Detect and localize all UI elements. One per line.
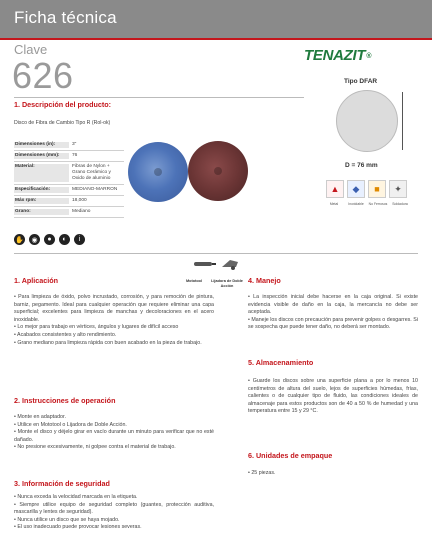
list-item: • Lo mejor para trabajo en vértices, ángulos y lugares de difícil acceso	[14, 324, 179, 331]
list-item: • Acabados consistentes y alto rendimiento.	[14, 331, 117, 338]
spec-row	[14, 207, 124, 218]
goggles-icon: ◉	[29, 234, 40, 245]
spec-value: Fibras de Nylon + Grano Cerámico y Oxido de aluminio	[72, 164, 111, 181]
section-manejo-title: 4. Manejo	[248, 276, 281, 285]
material-label: No Ferrosos	[368, 202, 388, 206]
almacenamiento-text	[248, 378, 418, 416]
section-seguridad-title: 3. Información de seguridad	[14, 479, 110, 488]
dimension-text: D = 76 mm	[345, 162, 378, 169]
mask-icon: ●	[44, 234, 55, 245]
spec-row	[14, 162, 124, 185]
instrucciones-text	[14, 414, 214, 452]
section-instrucciones-title: 2. Instrucciones de operación	[14, 396, 116, 405]
section-aplicacion-title: 1. Aplicación	[14, 276, 59, 285]
seguridad-text	[14, 494, 214, 532]
spec-value: 3"	[72, 142, 77, 147]
material-label: Soldadura	[392, 202, 408, 206]
welding-icon: ✦	[389, 180, 407, 198]
header-bar	[0, 0, 432, 38]
material-icons	[326, 180, 407, 198]
list-item: • Grano mediano para limpieza rápida con buen acabado en la pieza de trabajo.	[14, 339, 202, 346]
tool-label-mototool: Mototool	[186, 279, 203, 283]
material-label: Inoxidable	[348, 202, 364, 206]
list-item: • Nunca utilice un disco que se haya mojado.	[14, 516, 120, 523]
section-descripcion-title: 1. Descripción del producto:	[14, 100, 112, 109]
product-image-brown-disc	[188, 141, 248, 201]
stainless-icon: ◆	[347, 180, 365, 198]
spec-value: MEDIANO-MARRON	[72, 187, 118, 192]
spec-key: Grano:	[14, 209, 69, 215]
spec-value: 18,000	[72, 198, 87, 203]
list-item: • La inspección inicial debe hacerse en la caja original. Si existe evidencia visible de daño en la caja, la mercancía no debe ser aceptada.	[248, 294, 418, 316]
spec-table	[14, 140, 124, 218]
spec-key: Material:	[14, 164, 69, 182]
list-item: • Monte en adaptador.	[14, 414, 66, 420]
dimension-line	[402, 92, 403, 150]
disc-center	[214, 167, 222, 175]
spec-row	[14, 151, 124, 162]
aplicacion-text	[14, 294, 214, 347]
list-item: • Monte el disco y déjelo girar en vacío durante un minuto para verificar que no esté dañado.	[14, 429, 214, 443]
type-diagram-disc	[336, 90, 398, 152]
page-title: Ficha técnica	[14, 8, 117, 27]
list-item: • Utilice en Mototool o Lijadora de Doble Acción.	[14, 421, 127, 428]
spec-key: Dimensiones (in):	[14, 142, 69, 148]
manejo-text	[248, 294, 418, 332]
non-ferrous-icon: ■	[368, 180, 386, 198]
spec-key: Especificación:	[14, 187, 69, 193]
product-description: Disco de Fibra de Cambio Tipo R (Rol-ok)	[14, 120, 111, 126]
spec-row	[14, 140, 124, 151]
spec-key: Dimensiones (mm):	[14, 153, 69, 159]
empaque-text	[248, 470, 418, 478]
section-divider	[14, 253, 418, 254]
list-item: • Guarde los discos sobre una superficie plana a por lo menos 10 centímetros de altura del suelo, lejos de superficies húmedas, frías, calientes o de cualquier tipo de fluido, las condiciones ideales de almacenaje para estos productos son de 40 a 50 % de humedad y una temperatura entre 15 y 29 °C.	[248, 378, 418, 415]
manual-icon: i	[74, 234, 85, 245]
material-label: Metal	[329, 202, 339, 206]
section-empaque-title: 6. Unidades de empaque	[248, 451, 333, 460]
list-item: • Maneje los discos con precaución para prevenir golpes o desgarres. Si se sospecha que puede tener daño, no deberá ser montado.	[248, 316, 418, 331]
spec-value: 76	[72, 153, 78, 158]
section-almacenamiento-title: 5. Almacenamiento	[248, 358, 314, 367]
safety-icons	[14, 234, 85, 245]
gloves-icon: ✋	[14, 234, 25, 245]
list-item: • No presione excesivamente, ni golpee contra el material de trabajo.	[14, 444, 176, 451]
list-item: • Nunca exceda la velocidad marcada en la etiqueta.	[14, 494, 138, 500]
ear-protection-icon: ◐	[59, 234, 70, 245]
tool-icons	[192, 257, 244, 271]
list-item: • Para limpieza de óxido, polvo incrustado, corrosión, y para remoción de pintura, barniz, pegamento. Ideal para cualquier operación que requiere eliminar una capa superficial; excelentes para limpieza de manchas y decoloraciones en el acero inoxidable.	[14, 294, 214, 323]
metal-icon: ▲	[326, 180, 344, 198]
list-item: • El uso inadecuado puede provocar lesiones severas.	[14, 524, 142, 531]
list-item: • 25 piezas.	[248, 470, 276, 476]
clave-divider	[14, 97, 304, 98]
clave-label: Clave	[14, 42, 48, 57]
list-item: • Siempre utilice equipo de seguridad completo (guantes, protección auditiva, mascarilla y lentes de seguridad).	[14, 501, 214, 516]
type-label: Tipo DFAR	[344, 78, 378, 85]
spec-row	[14, 185, 124, 196]
tool-label-sander: Lijadora de Doble Acción	[211, 279, 243, 288]
tool-illustrations	[192, 257, 244, 277]
product-code: 626	[12, 55, 74, 96]
product-image-blue-disc	[128, 142, 188, 202]
brand-logo: TENAZIT®	[304, 47, 372, 64]
header-accent-line	[0, 38, 432, 40]
spec-value: Mediano	[72, 209, 91, 214]
spec-key: Máx rpm:	[14, 198, 69, 204]
material-labels	[324, 202, 410, 206]
spec-row	[14, 196, 124, 207]
disc-center	[154, 168, 162, 176]
